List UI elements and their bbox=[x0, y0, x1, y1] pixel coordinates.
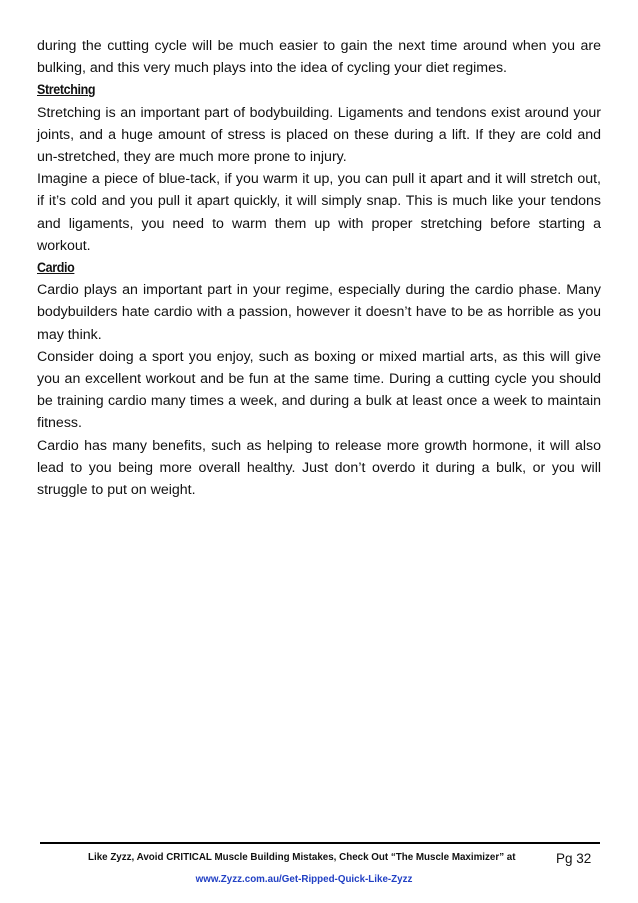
footer-promo bbox=[40, 851, 600, 864]
heading-cardio-wrap bbox=[37, 257, 601, 279]
paragraph-stretching-2: Imagine a piece of blue-tack, if you warm it up, you can pull it apart and it will stretch out, if it’s cold and you pull it apart quickly, it will simply snap. This is much like your tendons and ligaments, you need to warm them up with proper stretching before starting a workout. bbox=[37, 171, 601, 254]
paragraph-intro: during the cutting cycle will be much easier to gain the next time around when you are bulking, and this very much plays into the idea of cycling your diet regimes. bbox=[37, 38, 601, 77]
paragraph-stretching-1: Stretching is an important part of bodybuilding. Ligaments and tendons exist around your joints, and a huge amount of stress is placed on these during a lift. If they are cold and un-stretched, they are much more prone to injury. bbox=[37, 104, 601, 166]
paragraph-cardio-2: Consider doing a sport you enjoy, such as boxing or mixed martial arts, as this will give you an excellent workout and be fun at the same time. During a cutting cycle you should be training cardio many times a week, and during a bulk at least once a week to maintain fitness. bbox=[37, 348, 601, 432]
page-body bbox=[37, 35, 601, 501]
heading-cardio: Cardio bbox=[37, 260, 75, 276]
heading-stretching: Stretching bbox=[37, 82, 96, 98]
heading-stretching-wrap bbox=[37, 79, 601, 101]
paragraph-cardio-1: Cardio plays an important part in your regime, especially during the cardio phase. Many bodybuilders hate cardio with a passion, however it doesn’t have to be as horrible as you may think. bbox=[37, 282, 601, 343]
footer-link[interactable]: www.Zyzz.com.au/Get-Ripped-Quick-Like-Zyzz bbox=[195, 874, 413, 885]
footer-promo-text: Like Zyzz, Avoid CRITICAL Muscle Building Mistakes, Check Out “The Muscle Maximizer” at bbox=[88, 852, 516, 863]
paragraph-cardio-3: Cardio has many benefits, such as helping to release more growth hormone, it will also lead to you being more overall healthy. Just don’t overdo it during a bulk, or you will struggle to put on weight. bbox=[37, 437, 601, 499]
footer-divider bbox=[40, 842, 600, 844]
page-number: Pg 32 bbox=[556, 851, 592, 866]
